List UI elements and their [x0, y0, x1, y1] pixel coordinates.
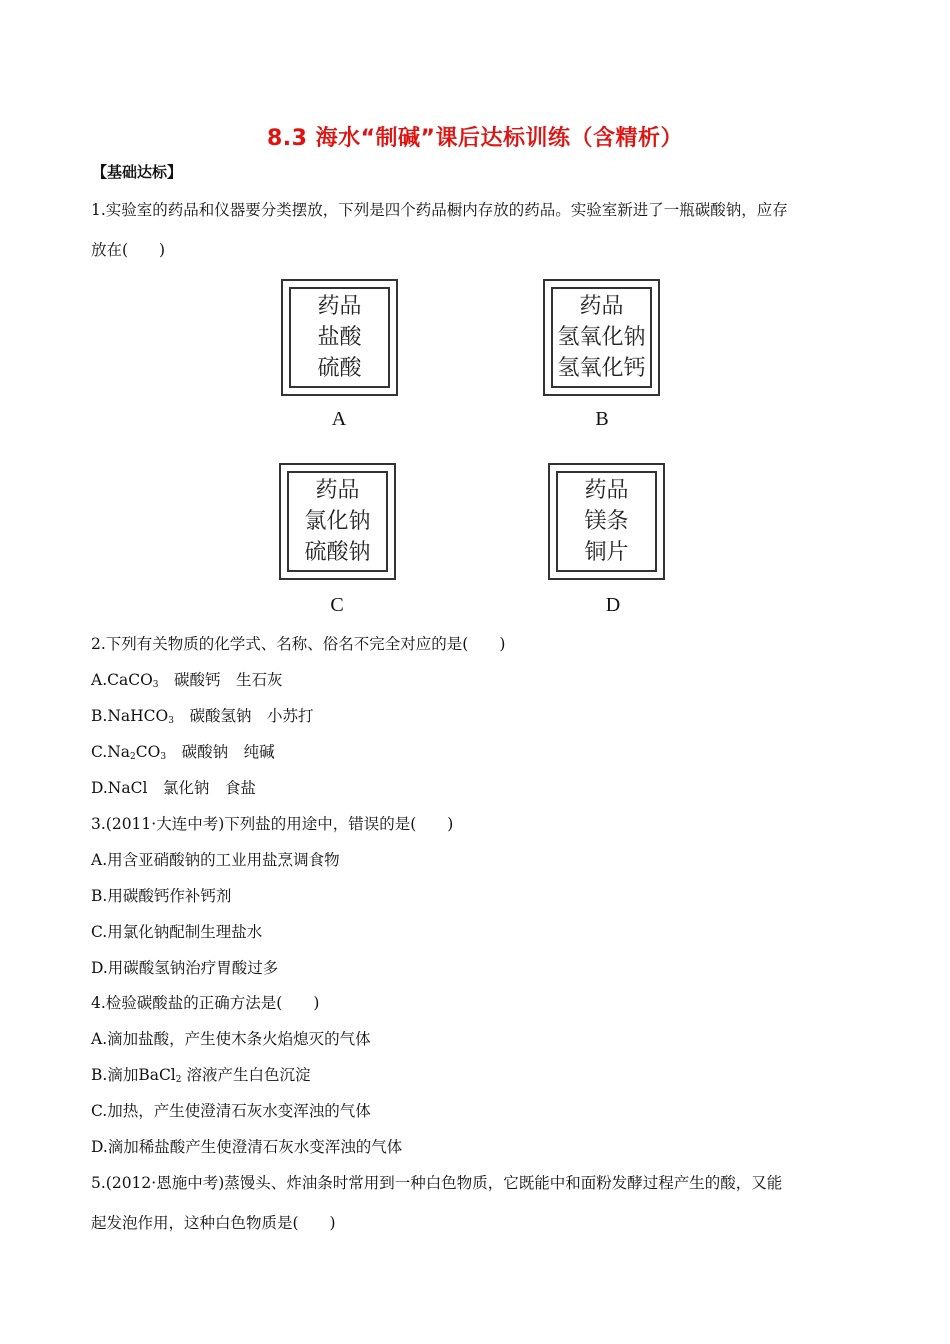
subscript: 3	[152, 680, 159, 690]
option-text: 碳酸钙 生石灰	[158, 671, 283, 689]
question-4-option-b	[91, 1063, 310, 1085]
cabinet-c-label: C	[330, 594, 344, 616]
cabinet-c-item: 氯化钠	[304, 509, 371, 534]
cabinet-a-item: 硫酸	[317, 356, 362, 381]
option-text: 碳酸钠 纯碱	[166, 743, 275, 761]
question-2-option-a	[91, 668, 283, 690]
question-4-option-a: A.滴加盐酸，产生使木条火焰熄灭的气体	[91, 1030, 371, 1048]
question-1-stem-line1: 1.实验室的药品和仪器要分类摆放，下列是四个药品橱内存放的药品。实验室新进了一瓶碳酸钠，应存	[91, 201, 788, 219]
cabinet-b	[543, 279, 660, 396]
cabinet-c-item: 硫酸钠	[304, 540, 371, 565]
question-2-option-b	[91, 704, 313, 726]
subscript: 3	[168, 716, 174, 726]
cabinet-c-item: 药品	[315, 478, 360, 503]
cabinet-d-label: D	[605, 594, 621, 616]
cabinet-d-item: 药品	[584, 478, 629, 503]
option-text: 碳酸氢钠 小苏打	[173, 707, 314, 725]
question-4-stem: 4.检验碳酸盐的正确方法是( )	[91, 994, 320, 1012]
cabinet-c	[279, 463, 396, 580]
question-2-stem: 2.下列有关物质的化学式、名称、俗名不完全对应的是( )	[91, 635, 506, 653]
cabinet-b-label: B	[595, 408, 609, 430]
option-text: C.Na	[91, 743, 131, 761]
question-3-option-d: D.用碳酸氢钠治疗胃酸过多	[91, 959, 279, 977]
cabinet-b-item: 氢氧化钠	[557, 325, 646, 350]
option-text: A.CaCO	[91, 671, 153, 689]
question-3-option-c: C.用氯化钠配制生理盐水	[91, 923, 263, 941]
question-5-stem-line1: 5.(2012·恩施中考)蒸馒头、炸油条时常用到一种白色物质，它既能中和面粉发酵过程产生的酸，又能	[91, 1174, 783, 1192]
question-1-stem-line2: 放在( )	[91, 241, 166, 259]
cabinet-b-item: 氢氧化钙	[557, 356, 646, 381]
option-text: CO	[135, 743, 161, 761]
question-2-option-d: D.NaCl 氯化钠 食盐	[91, 779, 256, 797]
option-text: 溶液产生白色沉淀	[181, 1066, 311, 1084]
cabinet-a-label: A	[331, 408, 347, 430]
cabinet-d-item: 铜片	[584, 540, 629, 565]
cabinet-a	[281, 279, 398, 396]
option-text: B.NaHCO	[91, 707, 169, 725]
question-5-stem-line2: 起发泡作用，这种白色物质是( )	[91, 1214, 336, 1232]
section-heading: 【基础达标】	[92, 163, 183, 181]
cabinet-b-item: 药品	[579, 294, 624, 319]
cabinet-d	[548, 463, 665, 580]
question-2-option-c	[91, 740, 275, 762]
question-3-option-b: B.用碳酸钙作补钙剂	[91, 887, 232, 905]
question-4-option-d: D.滴加稀盐酸产生使澄清石灰水变浑浊的气体	[91, 1138, 403, 1156]
question-3-option-a: A.用含亚硝酸钠的工业用盐烹调食物	[91, 851, 340, 869]
cabinet-d-item: 镁条	[584, 509, 629, 534]
subscript: 2	[175, 1075, 182, 1085]
subscript: 2	[130, 752, 136, 762]
document-title: 8.3 海水“制碱”课后达标训练（含精析）	[266, 126, 684, 151]
question-4-option-c: C.加热，产生使澄清石灰水变浑浊的气体	[91, 1102, 371, 1120]
option-text: B.滴加BaCl	[91, 1066, 176, 1084]
cabinet-a-item: 药品	[317, 294, 362, 319]
cabinet-a-item: 盐酸	[317, 325, 362, 350]
subscript: 3	[160, 752, 167, 762]
question-3-stem: 3.(2011·大连中考)下列盐的用途中，错误的是( )	[91, 815, 454, 833]
